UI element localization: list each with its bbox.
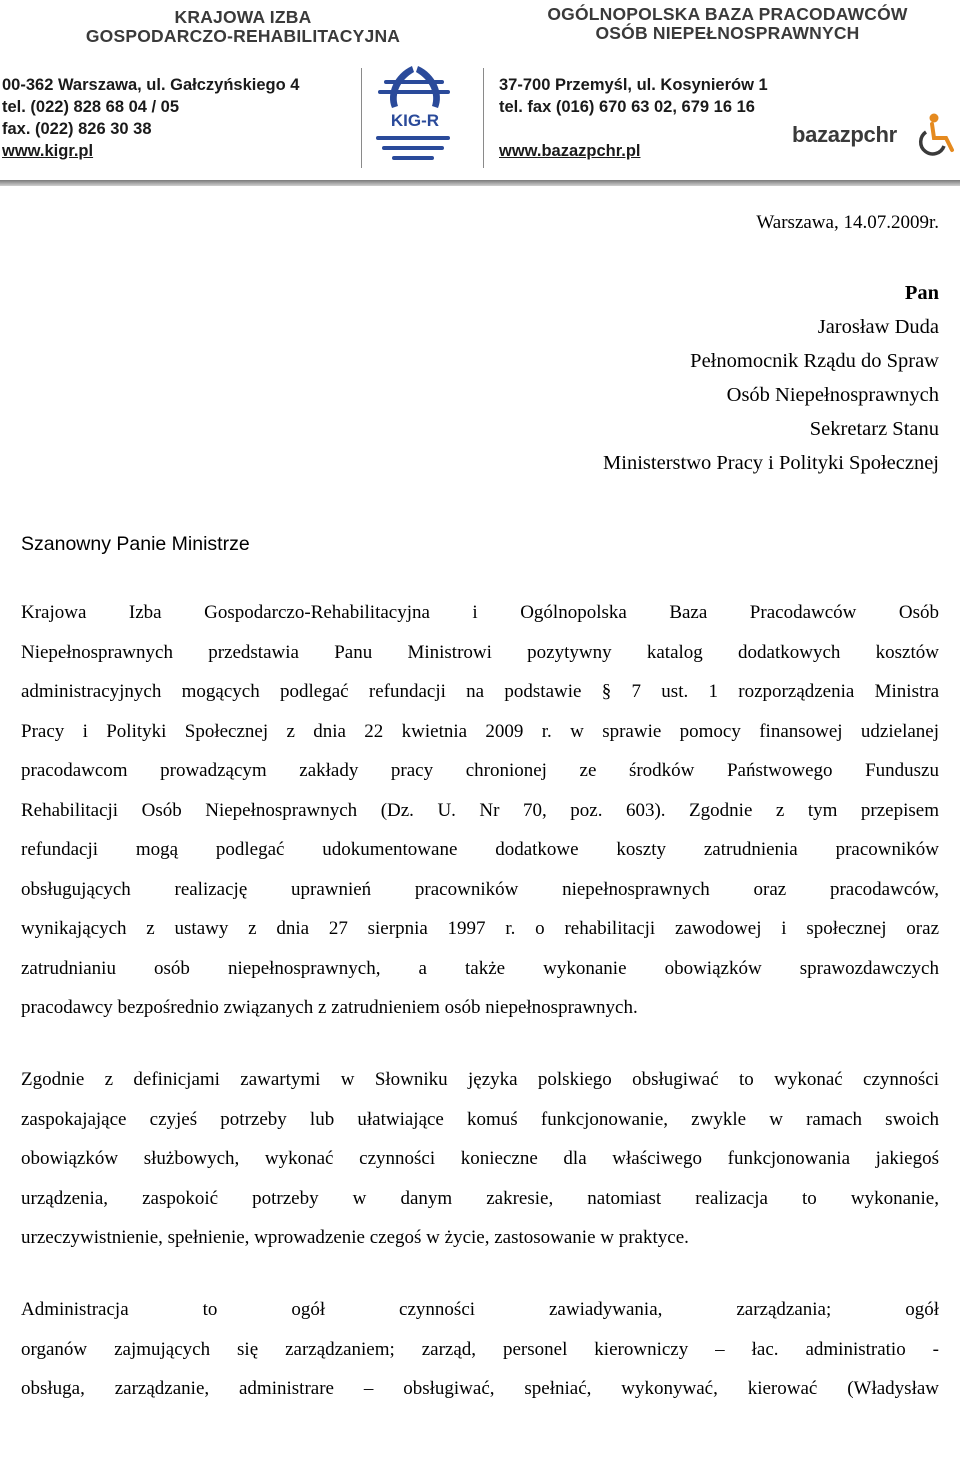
addressee-position-1: Pełnomocnik Rządu do Spraw: [690, 350, 939, 372]
text-line: Zgodnie z definicjami zawartymi w Słowniku języka polskiego obsługiwać to wykonać czynności: [21, 1069, 939, 1090]
text-line: wynikających z ustawy z dnia 27 sierpnia 1997 r. o rehabilitacji zawodowej i społecznej oraz: [21, 918, 939, 939]
text-line: organów zajmujących się zarządzaniem; zarząd, personel kierowniczy – łac. administratio -: [21, 1338, 939, 1360]
header-divider-right: [483, 68, 484, 168]
bazazpchr-org-line-2: OSÓB NIEPEŁNOSPRAWNYCH: [595, 23, 860, 43]
kigr-phone: tel. (022) 828 68 04 / 05: [2, 98, 180, 116]
kigr-logo-icon: [374, 64, 456, 168]
text-line: obsługa, zarządzanie, administrare – obsługiwać, spełniać, wykonywać, kierować (Władysław: [21, 1378, 939, 1399]
addressee-ministry: Ministerstwo Pracy i Polityki Społecznej: [603, 452, 939, 474]
text-line: obsługujących realizację uprawnień pracowników niepełnosprawnych oraz pracodawców,: [21, 878, 939, 900]
text-line: Administracja to ogół czynności zawiadywania, zarządzania; ogół: [21, 1299, 939, 1320]
letterhead: [0, 0, 960, 190]
text-line: urzeczywistnienie, spełnienie, wprowadzenie czegoś w życie, zastosowanie w praktyce.: [21, 1227, 689, 1248]
kigr-org-name: [58, 8, 428, 46]
text-line: Niepełnosprawnych przedstawia Panu Ministrowi pozytywny katalog dodatkowych kosztów: [21, 641, 939, 663]
letter-date: Warszawa, 14.07.2009r.: [756, 212, 939, 233]
kigr-address: 00-362 Warszawa, ul. Gałczyńskiego 4: [2, 76, 300, 94]
wheelchair-icon: [912, 112, 958, 158]
bazazpchr-org-line-1: OGÓLNOPOLSKA BAZA PRACODAWCÓW: [547, 4, 908, 24]
header-divider-left: [361, 68, 362, 168]
bazazpchr-org-name: [500, 5, 955, 43]
text-line: obowiązków służbowych, wykonać czynności konieczne dla właściwego funkcjonowania jakiegoś: [21, 1148, 939, 1169]
text-line: pracodawcy bezpośrednio związanych z zatrudnieniem osób niepełnosprawnych.: [21, 997, 638, 1018]
paragraph-2: [21, 1060, 939, 1258]
bazazpchr-logo: [792, 112, 960, 162]
kigr-logo-text: KIG-R: [390, 111, 440, 130]
addressee-position-2: Osób Niepełnosprawnych: [726, 384, 939, 406]
addressee-name: Jarosław Duda: [817, 316, 939, 338]
kigr-contact: [2, 74, 299, 162]
kigr-fax: fax. (022) 826 30 38: [2, 120, 152, 138]
letterhead-bottom-rule: [0, 180, 960, 186]
paragraph-1: [21, 593, 939, 1028]
addressee-position-3: Sekretarz Stanu: [809, 418, 939, 440]
kigr-org-line-2: GOSPODARCZO-REHABILITACYJNA: [85, 26, 401, 46]
contact-spacer: [499, 118, 768, 140]
salutation: Szanowny Panie Ministrze: [21, 533, 250, 555]
text-line: Rehabilitacji Osób Niepełnosprawnych (Dz. U. Nr 70, poz. 603). Zgodnie z tym przepisem: [21, 799, 939, 821]
text-line: administracyjnych mogących podlegać refundacji na podstawie § 7 ust. 1 rozporządzenia Ministra: [21, 681, 939, 702]
text-line: refundacji mogą podlegać udokumentowane dodatkowe koszty zatrudnienia pracowników: [21, 839, 939, 860]
text-line: pracodawcom prowadzącym zakłady pracy chronionej ze środków Państwowego Funduszu: [21, 760, 939, 781]
text-line: urządzenia, zaspokoić potrzeby w danym zakresie, natomiast realizacja to wykonanie,: [21, 1187, 939, 1209]
kigr-org-line-1: KRAJOWA IZBA: [174, 7, 312, 27]
bazazpchr-phone-fax: tel. fax (016) 670 63 02, 679 16 16: [499, 98, 755, 116]
addressee-title: Pan: [904, 282, 939, 304]
addressee-block: [603, 276, 939, 480]
text-line: zatrudnianiu osób niepełnosprawnych, a także wykonanie obowiązków sprawozdawczych: [21, 957, 939, 979]
kigr-website-link[interactable]: www.kigr.pl: [2, 142, 94, 160]
text-line: Pracy i Polityki Społecznej z dnia 22 kwietnia 2009 r. w sprawie pomocy finansowej udzielanej: [21, 720, 939, 742]
paragraph-3: [21, 1290, 939, 1409]
bazazpchr-website-link[interactable]: www.bazazpchr.pl: [499, 142, 641, 160]
text-line: Krajowa Izba Gospodarczo-Rehabilitacyjna i Ogólnopolska Baza Pracodawców Osób: [21, 602, 939, 623]
bazazpchr-contact: [499, 74, 768, 162]
bazazpchr-address: 37-700 Przemyśl, ul. Kosynierów 1: [499, 76, 768, 94]
text-line: zaspokajające czyjeś potrzeby lub ułatwiające komuś funkcjonowanie, zwykle w ramach swoich: [21, 1108, 939, 1130]
bazazpchr-logo-text: bazazpchr: [792, 122, 897, 147]
